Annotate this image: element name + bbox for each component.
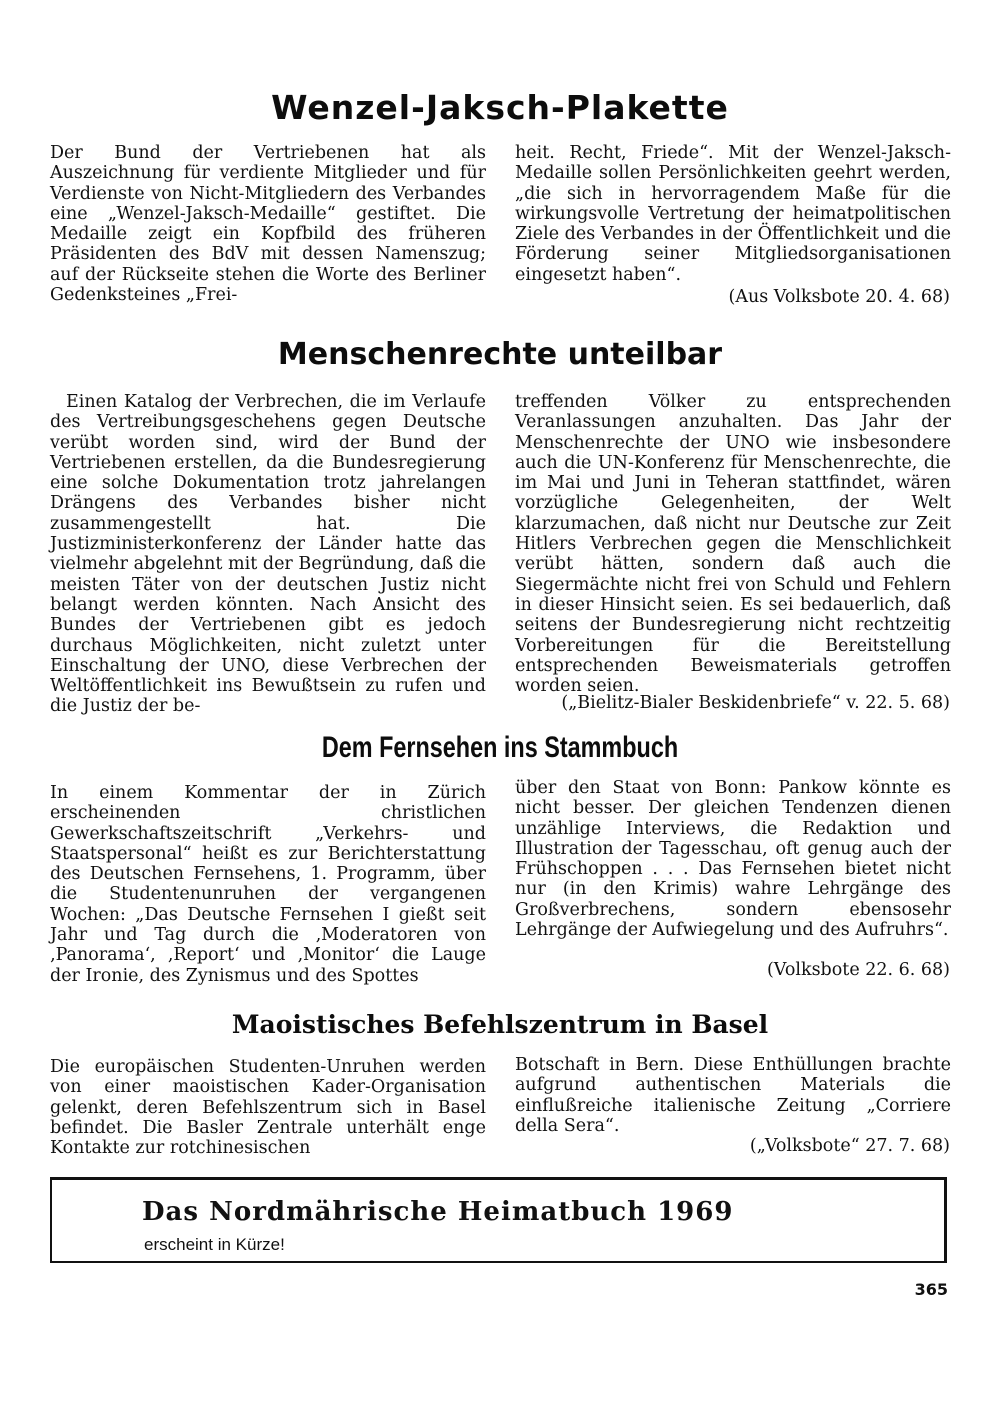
article-text-right: heit. Recht, Friede“. Mit der Wenzel-Jaksch-Medaille sollen Persönlichkeiten geehrt werden, „die sich in hervorragendem Maße für die wirkungsvolle Vertretung der heimatpolitischen Ziele des Verbandes in der Öffentlichkeit und die Förderung seiner Mitgliedsorganisationen eingesetzt haben“. <box>515 143 951 285</box>
article-text-right: über den Staat von Bonn: Pankow könnte es nicht besser. Der gleichen Tendenzen dienen unzählige Interviews, die Redaktion und Illustration der Tagesschau, oft genug auch der Frühschoppen . . . Das Fernsehen bietet nicht nur (in den Krimis) wahre Lehrgänge des Großverbrechens, sondern ebensosehr Lehrgänge der Aufwiegelung und des Aufruhrs“. <box>515 778 951 941</box>
article-text-left: Die europäischen Studenten-Unruhen werden von einer maoistischen Kader-Organisation gelenkt, deren Befehlszentrum sich in Basel befindet. Die Basler Zentrale unterhält enge Kontakte zur rotchinesischen <box>50 1057 486 1159</box>
article-source: (Volksbote 22. 6. 68) <box>766 960 950 980</box>
article-title-wenzel-jaksch: Wenzel-Jaksch-Plakette <box>271 88 729 127</box>
article-title-fernsehen: Dem Fernsehen ins Stammbuch <box>321 731 679 764</box>
article-source: („Bielitz-Bialer Beskidenbriefe“ v. 22. 5. 68) <box>561 693 950 713</box>
article-text-right: treffenden Völker zu entsprechenden Veranlassungen anzuhalten. Das Jahr der Menschenrechte der UNO wie insbesondere auch die UN-Konferenz für Menschenrechte, die im Mai und Juni in Teheran stattfindet, wären vorzügliche Gelegenheiten, der Welt klarzumachen, daß nicht nur Deutsche zur Zeit Hitlers Verbrechen gegen die Menschlichkeit verübt hätten, sondern daß auch die Siegermächte nicht frei von Schuld und Fehlern in dieser Hinsicht seien. Es sei bedauerlich, daß seitens der Bundesregierung nicht rechtzeitig Vorbereitungen für die Bereitstellung entsprechenden Beweismaterials getroffen worden seien. <box>515 392 951 697</box>
article-title-menschenrechte: Menschenrechte unteilbar <box>277 337 723 372</box>
article-text-left: In einem Kommentar der in Zürich erscheinenden christlichen Gewerkschaftszeitschrift „Verkehrs- und Staatspersonal“ heißt es zur Berichterstattung des Deutschen Fernsehens, 1. Programm, über die Studentenunruhen der vergangenen Wochen: „Das Deutsche Fernsehen I gießt seit Jahr und Tag durch die ‚Moderatoren von ‚Panorama‘, ‚Report‘ und ‚Monitor‘ die Lauge der Ironie, des Zynismus und des Spottes <box>50 783 486 986</box>
article-title-maoistisches: Maoistisches Befehlszentrum in Basel <box>231 1010 769 1039</box>
announcement-title: Das Nordmährische Heimatbuch 1969 <box>142 1197 734 1227</box>
article-text-right: Botschaft in Bern. Diese Enthüllungen brachte aufgrund authentischen Materials die einflußreiche italienische Zeitung „Corriere della Sera“. <box>515 1055 951 1136</box>
announcement-subtitle: erscheint in Kürze! <box>144 1235 285 1254</box>
article-source: (Aus Volksbote 20. 4. 68) <box>728 287 950 307</box>
page-number: 365 <box>914 1280 948 1299</box>
announcement-box <box>50 1177 947 1263</box>
article-source: („Volksbote“ 27. 7. 68) <box>749 1136 950 1156</box>
article-text-left: Einen Katalog der Verbrechen, die im Verlaufe des Vertreibungsgeschehens gegen Deutsche verübt worden sind, wird der Bund der Vertriebenen erstellen, da die Bundesregierung eine solche Dokumentation trotz jahrelangen Drängens des Verbandes bisher nicht zusammengestellt hat. Die Justizministerkonferenz der Länder hatte das vielmehr abgelehnt mit der Begründung, daß die meisten Täter von der deutschen Justiz nicht belangt werden könnten. Nach Ansicht des Bundes der Vertriebenen gibt es jedoch durchaus Möglichkeiten, nicht zuletzt unter Einschaltung der UNO, diese Verbrechen der Weltöffentlichkeit ins Bewußtsein zu rufen und die Justiz der be- <box>50 392 486 717</box>
article-text-left: Der Bund der Vertriebenen hat als Auszeichnung für verdiente Mitglieder und für Verdienste von Nicht-Mitgliedern des Verbandes eine „Wenzel-Jaksch-Medaille“ gestiftet. Die Medaille zeigt ein Kopfbild des früheren Präsidenten des BdV mit dessen Namenszug; auf der Rückseite stehen die Worte des Berliner Gedenksteines „Frei- <box>50 143 486 306</box>
